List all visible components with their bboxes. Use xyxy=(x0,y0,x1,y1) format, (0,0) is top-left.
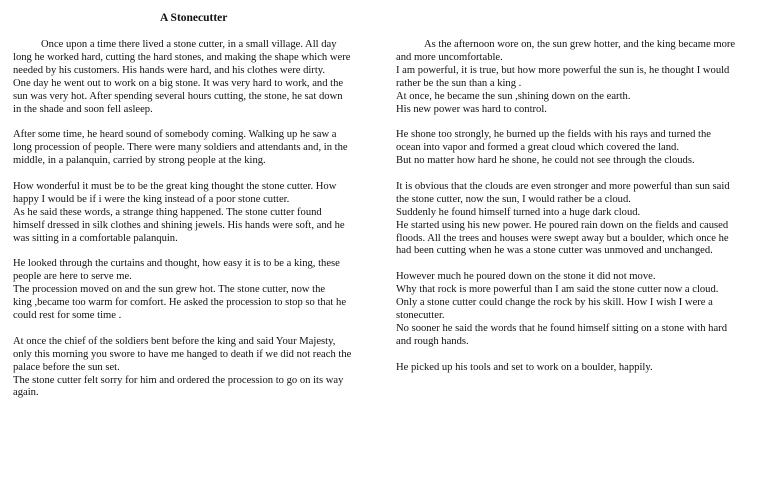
text-line: stonecutter. xyxy=(396,309,445,321)
text-line: middle, in a palanquin, carried by strong people at the king. xyxy=(13,155,266,167)
paragraph xyxy=(396,271,758,348)
paragraph xyxy=(13,258,375,323)
text-line: The stone cutter felt sorry for him and ordered the procession to go on its way xyxy=(13,374,344,386)
text-line: How wonderful it must be to be the great king thought the stone cutter. How xyxy=(13,180,337,192)
text-line: long procession of people. There were many soldiers and attendants and, in the xyxy=(13,142,348,154)
text-line: One day he went out to work on a big stone. It was very hard to work, and the xyxy=(13,77,344,89)
text-line: He shone too strongly, he burned up the fields with his rays and turned the xyxy=(396,129,712,141)
text-line: Why that rock is more powerful than I am said the stone cutter now a cloud. xyxy=(396,284,719,296)
paragraph xyxy=(13,129,375,168)
paragraph xyxy=(13,181,375,246)
text-line: Suddenly he found himself turned into a huge dark cloud. xyxy=(396,206,641,218)
text-line: Only a stone cutter could change the rock by his skill. How I wish I were a xyxy=(396,297,713,309)
text-line: However much he poured down on the stone it did not move. xyxy=(396,271,656,283)
text-line: He picked up his tools and set to work on a boulder, happily. xyxy=(396,361,653,373)
text-line: But no matter how hard he shone, he could not see through the clouds. xyxy=(396,155,695,167)
paragraph xyxy=(13,336,375,401)
text-line: the stone cutter, now the sun, I would rather be a cloud. xyxy=(396,193,631,205)
paragraph xyxy=(13,39,375,116)
text-line: long he worked hard, cutting the hard stones, and making the shape which were xyxy=(13,51,351,63)
text-line: himself dressed in silk clothes and shining jewels. His hands were soft, and he xyxy=(13,219,345,231)
text-line: again. xyxy=(13,387,39,399)
text-line: I am powerful, it is true, but how more powerful the sun is, he thought I would xyxy=(396,64,730,76)
text-line: palace before the sun set. xyxy=(13,361,120,373)
paragraph xyxy=(396,39,758,116)
document-title: A Stonecutter xyxy=(160,12,228,24)
right-column xyxy=(396,39,758,387)
text-line: and more uncomfortable. xyxy=(396,51,503,63)
text-line: As the afternoon wore on, the sun grew hotter, and the king became more xyxy=(424,39,736,50)
text-line: sun was very hot. After spending several hours cutting, the stone, he sat down xyxy=(13,90,343,102)
text-line: It is obvious that the clouds are even stronger and more powerful than sun said xyxy=(396,180,730,192)
left-column xyxy=(13,39,375,413)
text-line: in the shade and soon fell asleep. xyxy=(13,103,153,115)
text-line: could rest for some time . xyxy=(13,309,122,321)
text-line: king ,became too warm for comfort. He asked the procession to stop so that he xyxy=(13,297,347,309)
text-line: He started using his new power. He poured rain down on the fields and caused xyxy=(396,219,729,231)
text-line: happy I would be if i were the king instead of a poor stone cutter. xyxy=(13,193,290,205)
text-line: As he said these words, a strange thing happened. The stone cutter found xyxy=(13,206,322,218)
text-line: only this morning you swore to have me hanged to death if we did not reach the xyxy=(13,348,352,360)
text-line: At once, he became the sun ,shining down on the earth. xyxy=(396,90,631,102)
text-line: No sooner he said the words that he found himself sitting on a stone with hard xyxy=(396,322,727,334)
paragraph xyxy=(396,181,758,258)
text-line: He looked through the curtains and thought, how easy it is to be a king, these xyxy=(13,258,340,270)
text-line: rather be the sun than a king . xyxy=(396,77,522,89)
text-line: people are here to serve me. xyxy=(13,271,132,283)
text-line: After some time, he heard sound of somebody coming. Walking up he saw a xyxy=(13,129,337,141)
text-line: ocean into vapor and formed a great cloud which covered the land. xyxy=(396,142,679,154)
text-line: His new power was hard to control. xyxy=(396,103,547,115)
text-line: At once the chief of the soldiers bent before the king and said Your Majesty, xyxy=(13,335,336,347)
paragraph xyxy=(396,129,758,168)
text-line: was sitting in a comfortable palanquin. xyxy=(13,232,178,244)
text-line: floods. All the trees and houses were swept away but a boulder, which once he xyxy=(396,232,729,244)
text-line: and rough hands. xyxy=(396,335,469,347)
paragraph xyxy=(396,362,758,375)
text-line: needed by his customers. His hands were hard, and his clothes were dirty. xyxy=(13,64,326,76)
text-line: The procession moved on and the sun grew hot. The stone cutter, now the xyxy=(13,284,326,296)
text-line: Once upon a time there lived a stone cutter, in a small village. All day xyxy=(41,39,337,50)
text-line: had been cutting when he was a stone cutter was unmoved and unchanged. xyxy=(396,245,713,257)
